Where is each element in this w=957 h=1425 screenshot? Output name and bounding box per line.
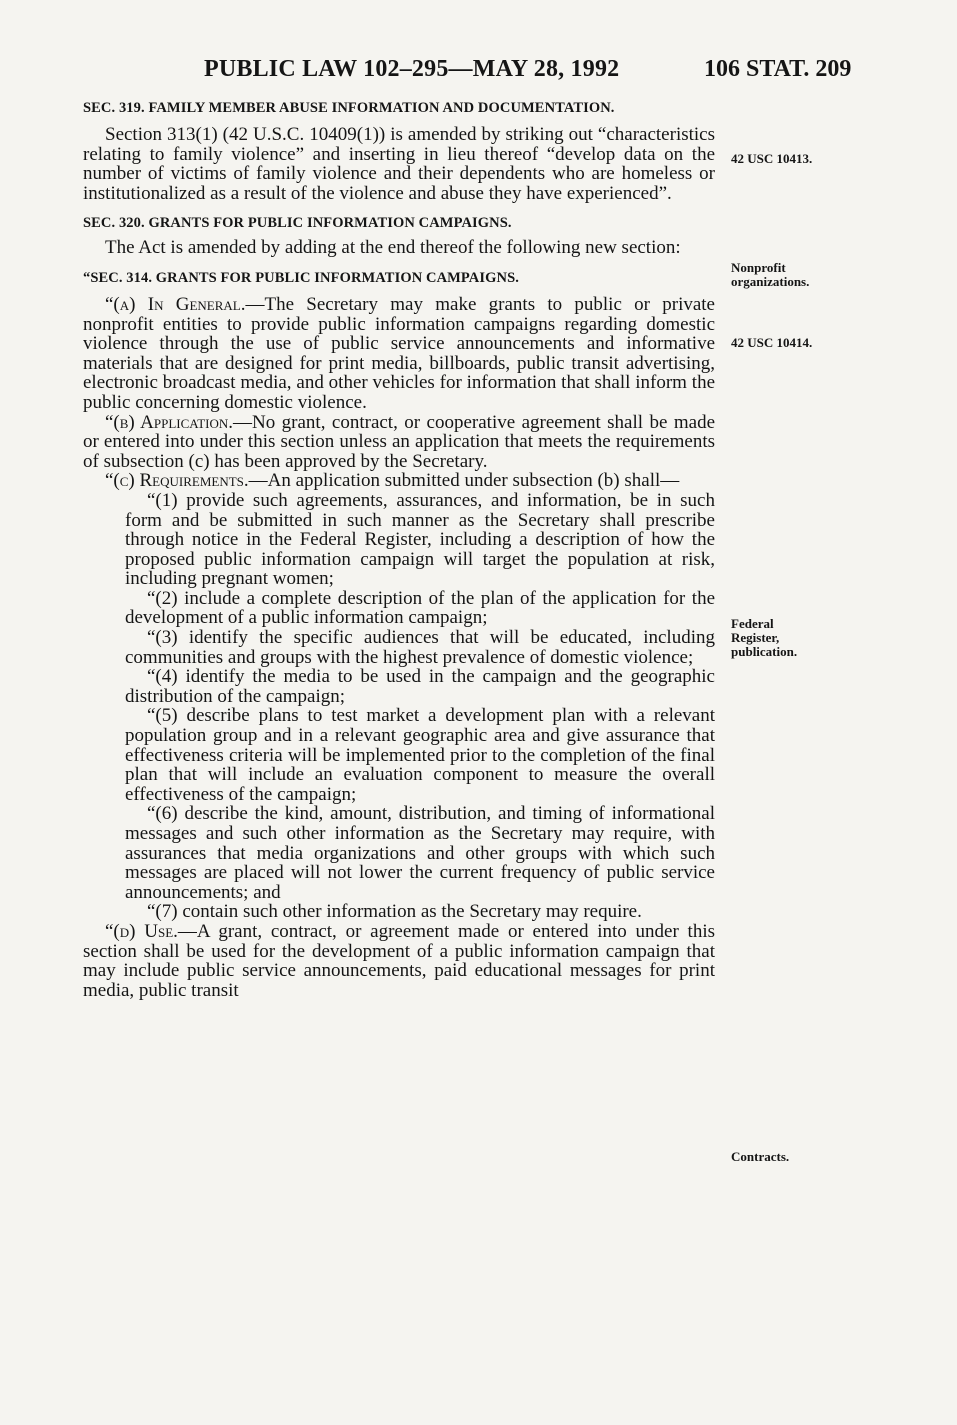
- sec-319-body: Section 313(1) (42 U.S.C. 10409(1)) is amended by striking out “characteristics relating to family violence” and inserting in lieu thereof “develop data on the number of victims of family violence and their dependents who are homeless or institutionalized as a result of the violence and abuse they have experienced”.: [83, 124, 715, 204]
- margin-note-federal-line3: publication.: [731, 644, 798, 659]
- sec-320-heading: SEC. 320. GRANTS FOR PUBLIC INFORMATION CAMPAIGNS.: [83, 215, 512, 232]
- subsection-d-label: “(d) Use.: [105, 920, 178, 942]
- sec-320-body: The Act is amended by adding at the end thereof the following new section:: [105, 237, 681, 259]
- subsection-d: [83, 922, 715, 1000]
- subsection-b-label: “(b) Application.: [105, 411, 234, 433]
- margin-note-federal-line2: Register,: [731, 630, 780, 645]
- requirement-item: “(2) include a complete description of the plan of the application for the development of a public information campaign;: [125, 587, 715, 629]
- subsection-a-label: “(a) In General.: [105, 293, 246, 315]
- subsection-a: [83, 295, 715, 413]
- subsection-c-label: “(c) Requirements.: [105, 470, 249, 492]
- margin-note-federal-line1: Federal: [731, 616, 774, 631]
- requirement-item: “(5) describe plans to test market a development plan with a relevant population group and in a relevant geographic area and give assurance that effectiveness criteria will be implemented prior to the completion of the final plan that will include an evaluation component to measure the overall effectiveness of the campaign;: [125, 705, 715, 805]
- subsection-c-text: —An application submitted under subsection (b) shall—: [248, 470, 680, 492]
- subsection-c: [83, 471, 715, 491]
- requirement-item: “(3) identify the specific audiences that will be educated, including communities and groups with the highest prevalence of domestic violence;: [125, 627, 715, 668]
- sec-314-heading: “SEC. 314. GRANTS FOR PUBLIC INFORMATION CAMPAIGNS.: [83, 269, 519, 286]
- subsection-a-text: —The Secretary may make grants to public or private nonprofit entities to provide public information campaigns regarding domestic violence through the use of public service announcements and informative materials that are designed for print media, billboards, public transit advertising, electronic broadcast media, and other vehicles for information that shall inform the public concerning domestic violence.: [83, 293, 715, 413]
- requirement-item: “(4) identify the media to be used in the campaign and the geographic distribution of the campaign;: [125, 666, 715, 707]
- page-header-stat: 106 STAT. 209: [704, 56, 852, 82]
- subsection-b-text: —No grant, contract, or cooperative agreement shall be made or entered into under this section unless an application that meets the requirements of subsection (c) has been approved by the Secretary.: [83, 411, 715, 472]
- subsection-b: [83, 413, 715, 472]
- subsection-d-text: —A grant, contract, or agreement made or entered into under this section shall be used for the development of a public information campaign that may include public service announcements, paid educational messages for print media, public transit: [83, 920, 715, 1001]
- requirement-item: “(6) describe the kind, amount, distribution, and timing of informational messages and such other information as the Secretary may require, with assurances that media organizations and other groups with which such messages are placed will not lower the current frequency of public service announcements; and: [125, 803, 715, 903]
- page-header-law: PUBLIC LAW 102–295—MAY 28, 1992: [204, 56, 620, 82]
- margin-note-nonprofit: [731, 261, 809, 289]
- margin-note-usc-10414: 42 USC 10414.: [731, 335, 813, 350]
- main-text-column: [83, 96, 715, 1000]
- requirement-item: “(1) provide such agreements, assurances, and information, be in such form and be submitted in such manner as the Secretary shall prescribe through notice in the Federal Register, including a description of how the proposed public information campaign will target the population at risk, including pregnant women;: [125, 489, 715, 590]
- requirement-item: “(7) contain such other information as the Secretary may require.: [147, 901, 642, 923]
- margin-note-contracts: Contracts.: [731, 1149, 790, 1164]
- margin-note-nonprofit-line1: Nonprofit: [731, 260, 786, 275]
- margin-note-usc-10413: 42 USC 10413.: [731, 151, 813, 166]
- margin-note-nonprofit-line2: organizations.: [731, 274, 810, 289]
- sec-319-heading: SEC. 319. FAMILY MEMBER ABUSE INFORMATION AND DOCUMENTATION.: [83, 100, 615, 116]
- margin-note-federal-register: [731, 617, 797, 659]
